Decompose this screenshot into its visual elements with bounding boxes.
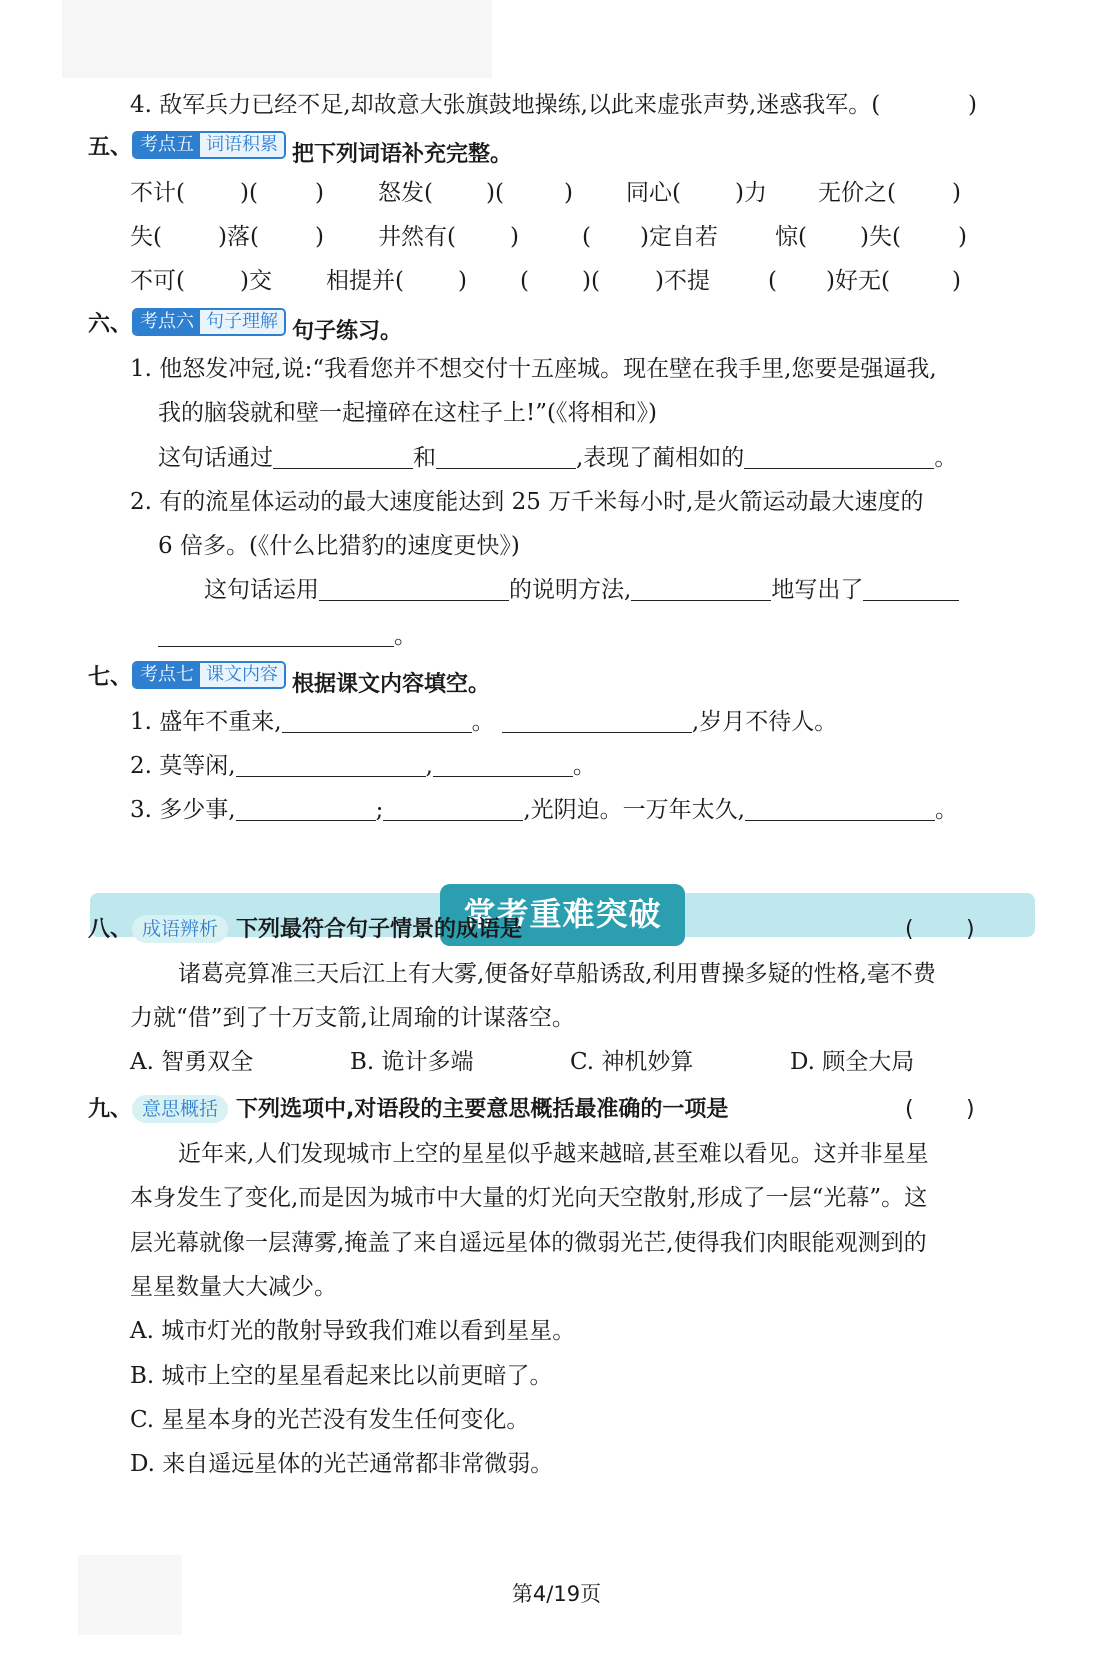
topic-tag: 意思概括 <box>132 1095 228 1123</box>
option-b[interactable]: B. 诡计多端 <box>350 1049 474 1075</box>
answer-blank[interactable] <box>863 576 959 601</box>
answer-blank[interactable] <box>433 752 573 777</box>
option-a[interactable]: A. 智勇双全 <box>130 1049 254 1075</box>
kaodian-tag: 考点五 词语积累 <box>132 131 286 159</box>
answer-blank[interactable] <box>436 444 576 469</box>
answer-blank[interactable] <box>158 622 394 647</box>
scan-shadow <box>62 0 492 78</box>
worksheet-page: 4. 敌军兵力已经不足,却故意大张旗鼓地操练,以此来虚张声势,迷惑我军。( ) 五、 考点五 词语积累 把下列词语补充完整。 不计( )( ) 怒发( )( ) 同心( )力 无价之( ) 失( )落( ) 井然有( ) ( )定自若 惊( )失( ) 不可( )交 相提并( ) ( )( )不提 ( )好无( ) 六、 考点六 句子理解 句子练习。 1. 他怒发冲冠,说:“我看您并不想交付十五座城。现在壁在我手里,您要是强逼我, 我的脑袋就和壁一起撞碎在这柱子上!”(《将相和》) 这句话通过 和 ,表现了蔺相如的 。 2. 有的流星体运动的最大速度能达到 25 万千米每小时,是火箭运动最大速度的 6 倍多。(《什么比猎豹的速度更快》) 这句话运用 的说明方法, 地写出了 。 七、 考点七 课文内容 根据课文内容填空。 1. 盛年不重来, 。 ,岁月不待人。 2. 莫等闲, , 。 3. 多少事, ; ,光阴迫。一万年太久, 。 常考重难突破 八、 成语辨析 下列最符合句子情景的成语是 ( ) 诸葛亮算准三天后江上有大雾,便备好草船诱敌,利用曹操多疑的性格,毫不费 力就“借”到了十万支箭,让周瑜的计谋落空。 A. 智勇双全 B. 诡计多端 C. 神机妙算 D. 顾全大局 九、 意思概括 下列选项中,对语段的主要意思概括最准确的一项是 ( ) 近年来,人们发现城市上空的星星似乎越来越暗,甚至难以看见。这并非星星 本身发生了变化,而是因为城市中大量的灯光向天空散射,形成了一层“光幕”。这 层光幕就像一层薄雾,掩盖了来自遥远星体的微弱光芒,使得我们肉眼能观测到的 星星数量大大减少。 A. 城市灯光的散射导致我们难以看到星星。 B. 城市上空的星星看起来比以前更暗了。 C. 星星本身的光芒没有发生任何变化。 D. 来自遥远星体的光芒通常都非常微弱。 第4/19页 <box>0 0 1113 1653</box>
answer-blank[interactable] <box>744 444 934 469</box>
section-title: 把下列词语补充完整。 <box>292 142 513 167</box>
page-number: 第4/19页 <box>511 1582 602 1606</box>
option-c[interactable]: C. 神机妙算 <box>570 1049 694 1075</box>
kaodian-tag: 考点七 课文内容 <box>132 661 286 689</box>
answer-blank[interactable] <box>236 752 426 777</box>
topic-tag: 成语辨析 <box>132 915 228 943</box>
answer-blank[interactable] <box>273 444 413 469</box>
section-number: 五、 <box>88 135 133 160</box>
section-banner-title: 常考重难突破 <box>440 884 685 946</box>
answer-blank[interactable] <box>502 708 692 733</box>
option-d[interactable]: D. 顾全大局 <box>790 1049 915 1075</box>
answer-blank[interactable] <box>745 796 935 821</box>
answer-blank[interactable] <box>631 576 771 601</box>
answer-blank[interactable] <box>319 576 509 601</box>
answer-blank[interactable] <box>383 796 523 821</box>
kaodian-tag: 考点六 句子理解 <box>132 308 286 336</box>
answer-blank[interactable] <box>236 796 376 821</box>
answer-blank[interactable] <box>282 708 472 733</box>
